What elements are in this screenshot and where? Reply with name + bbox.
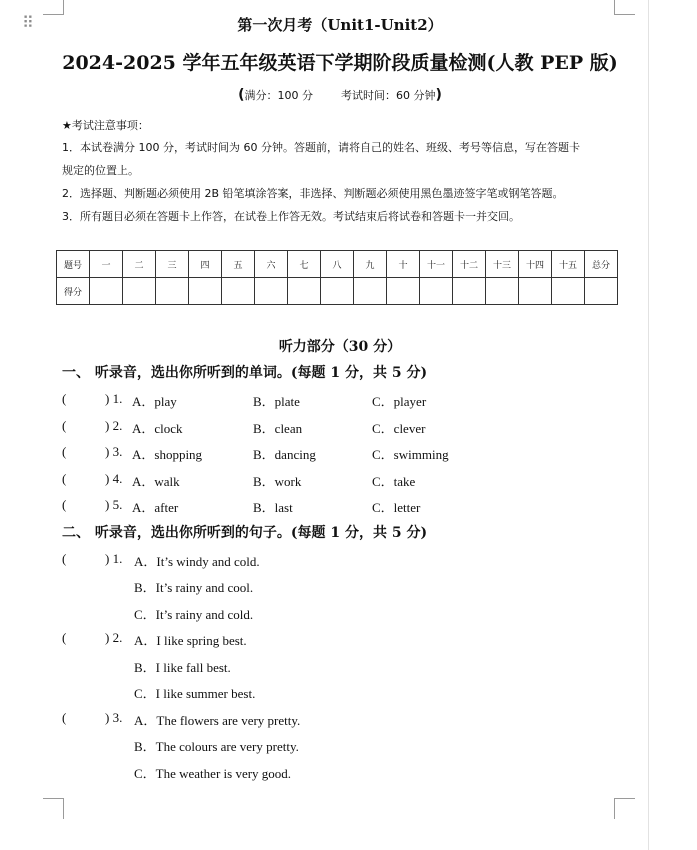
- section-1-title: 一、 听录音，选出你所听到的单词。(每题 1 分，共 5 分): [62, 365, 428, 381]
- answer-paren[interactable]: (: [62, 391, 67, 406]
- score-cell[interactable]: [189, 278, 222, 305]
- option-b: B．plate: [253, 394, 300, 409]
- option-a: A．The flowers are very pretty.: [134, 713, 301, 728]
- table-cell: 六: [255, 251, 288, 278]
- page-title: 2024-2025 学年五年级英语下学期阶段质量检测(人教 PEP 版): [62, 52, 618, 74]
- option-b: B．dancing: [253, 447, 316, 462]
- crop-mark-top-left: [43, 0, 64, 15]
- option-a: A．clock: [132, 421, 183, 436]
- answer-paren[interactable]: (: [62, 418, 67, 433]
- option-b: B．clean: [253, 421, 303, 436]
- table-cell: 四: [189, 251, 222, 278]
- table-cell: 五: [222, 251, 255, 278]
- score-table-score-row: [57, 278, 618, 305]
- drag-handle-icon[interactable]: ⠿: [22, 13, 35, 32]
- question-number: ) 1.: [105, 551, 123, 566]
- option-c: C．It’s rainy and cold.: [134, 607, 254, 622]
- score-cell[interactable]: [90, 278, 123, 305]
- crop-mark-bottom-right: [614, 798, 635, 819]
- table-cell: 十: [387, 251, 420, 278]
- question-number: ) 3.: [105, 710, 123, 725]
- question-number: ) 5.: [105, 497, 123, 512]
- section-2-title: 二、 听录音，选出你所听到的句子。(每题 1 分，共 5 分): [62, 525, 428, 541]
- table-cell: 十五: [552, 251, 585, 278]
- table-cell: 七: [288, 251, 321, 278]
- score-cell[interactable]: [585, 278, 618, 305]
- question-number: ) 2.: [105, 418, 123, 433]
- score-cell[interactable]: [387, 278, 420, 305]
- score-cell[interactable]: [552, 278, 585, 305]
- option-c: C．letter: [372, 500, 421, 515]
- score-cell[interactable]: [288, 278, 321, 305]
- note-item-1: 1．本试卷满分 100 分，考试时间为 60 分钟。答题前，请将自己的姓名、班级、考号等信息，写在答题卡: [62, 141, 580, 154]
- crop-mark-bottom-left: [43, 798, 64, 819]
- score-cell[interactable]: [354, 278, 387, 305]
- score-cell[interactable]: [156, 278, 189, 305]
- listening-title: 听力部分（30 分）: [278, 339, 402, 355]
- notes-heading: ★考试注意事项：: [62, 119, 149, 132]
- option-b: B．It’s rainy and cool.: [134, 580, 254, 595]
- option-a: A．I like spring best.: [134, 633, 247, 648]
- table-cell: 十二: [453, 251, 486, 278]
- table-cell: 一: [90, 251, 123, 278]
- table-cell: 十三: [486, 251, 519, 278]
- answer-paren[interactable]: (: [62, 497, 67, 512]
- score-cell[interactable]: [486, 278, 519, 305]
- question-number: ) 3.: [105, 444, 123, 459]
- question-number: ) 1.: [105, 391, 123, 406]
- note-item-3: 3．所有题目必须在答题卡上作答，在试卷上作答无效。考试结束后将试卷和答题卡一并交回。: [62, 210, 520, 223]
- question-number: ) 4.: [105, 471, 123, 486]
- table-cell: 八: [321, 251, 354, 278]
- crop-mark-top-right: [614, 0, 635, 15]
- full-score: 满分：100 分: [244, 89, 313, 102]
- note-item-1-cont: 规定的位置上。: [62, 164, 139, 177]
- option-a: A．walk: [132, 474, 180, 489]
- score-cell[interactable]: [453, 278, 486, 305]
- table-cell: 题号: [57, 251, 90, 278]
- score-table-header-row: [57, 251, 618, 278]
- exam-subtitle: 第一次月考（Unit1-Unit2）: [237, 16, 443, 34]
- option-a: A．It’s windy and cold.: [134, 554, 260, 569]
- option-a: A．after: [132, 500, 179, 515]
- question-number: ) 2.: [105, 630, 123, 645]
- table-cell: 九: [354, 251, 387, 278]
- score-cell[interactable]: [321, 278, 354, 305]
- exam-time: 考试时间：60 分钟: [341, 89, 436, 102]
- note-item-2: 2．选择题、判断题必须使用 2B 铅笔填涂答案，非选择、判断题必须使用黑色墨迹签字笔或钢笔答题。: [62, 187, 564, 200]
- table-cell: 十四: [519, 251, 552, 278]
- option-a: A．shopping: [132, 447, 203, 462]
- option-c: C．The weather is very good.: [134, 766, 292, 781]
- exam-info: (满分：100 分 考试时间：60 分钟): [238, 87, 442, 103]
- option-b: B．work: [253, 474, 302, 489]
- option-c: C．swimming: [372, 447, 449, 462]
- score-cell[interactable]: [123, 278, 156, 305]
- score-table: [56, 250, 618, 305]
- option-b: B．last: [253, 500, 293, 515]
- score-cell[interactable]: [420, 278, 453, 305]
- score-cell[interactable]: [255, 278, 288, 305]
- score-cell[interactable]: [222, 278, 255, 305]
- table-cell: 二: [123, 251, 156, 278]
- answer-paren[interactable]: (: [62, 471, 67, 486]
- answer-paren[interactable]: (: [62, 551, 67, 566]
- table-cell: 总分: [585, 251, 618, 278]
- answer-paren[interactable]: (: [62, 630, 67, 645]
- page-edge: [648, 0, 649, 850]
- answer-paren[interactable]: (: [62, 444, 67, 459]
- option-c: C．I like summer best.: [134, 686, 256, 701]
- option-c: C．take: [372, 474, 416, 489]
- option-b: B．I like fall best.: [134, 660, 231, 675]
- option-a: A．play: [132, 394, 177, 409]
- table-cell: 十一: [420, 251, 453, 278]
- answer-paren[interactable]: (: [62, 710, 67, 725]
- option-b: B．The colours are very pretty.: [134, 739, 299, 754]
- option-c: C．clever: [372, 421, 426, 436]
- option-c: C．player: [372, 394, 427, 409]
- table-cell: 得分: [57, 278, 90, 305]
- score-cell[interactable]: [519, 278, 552, 305]
- table-cell: 三: [156, 251, 189, 278]
